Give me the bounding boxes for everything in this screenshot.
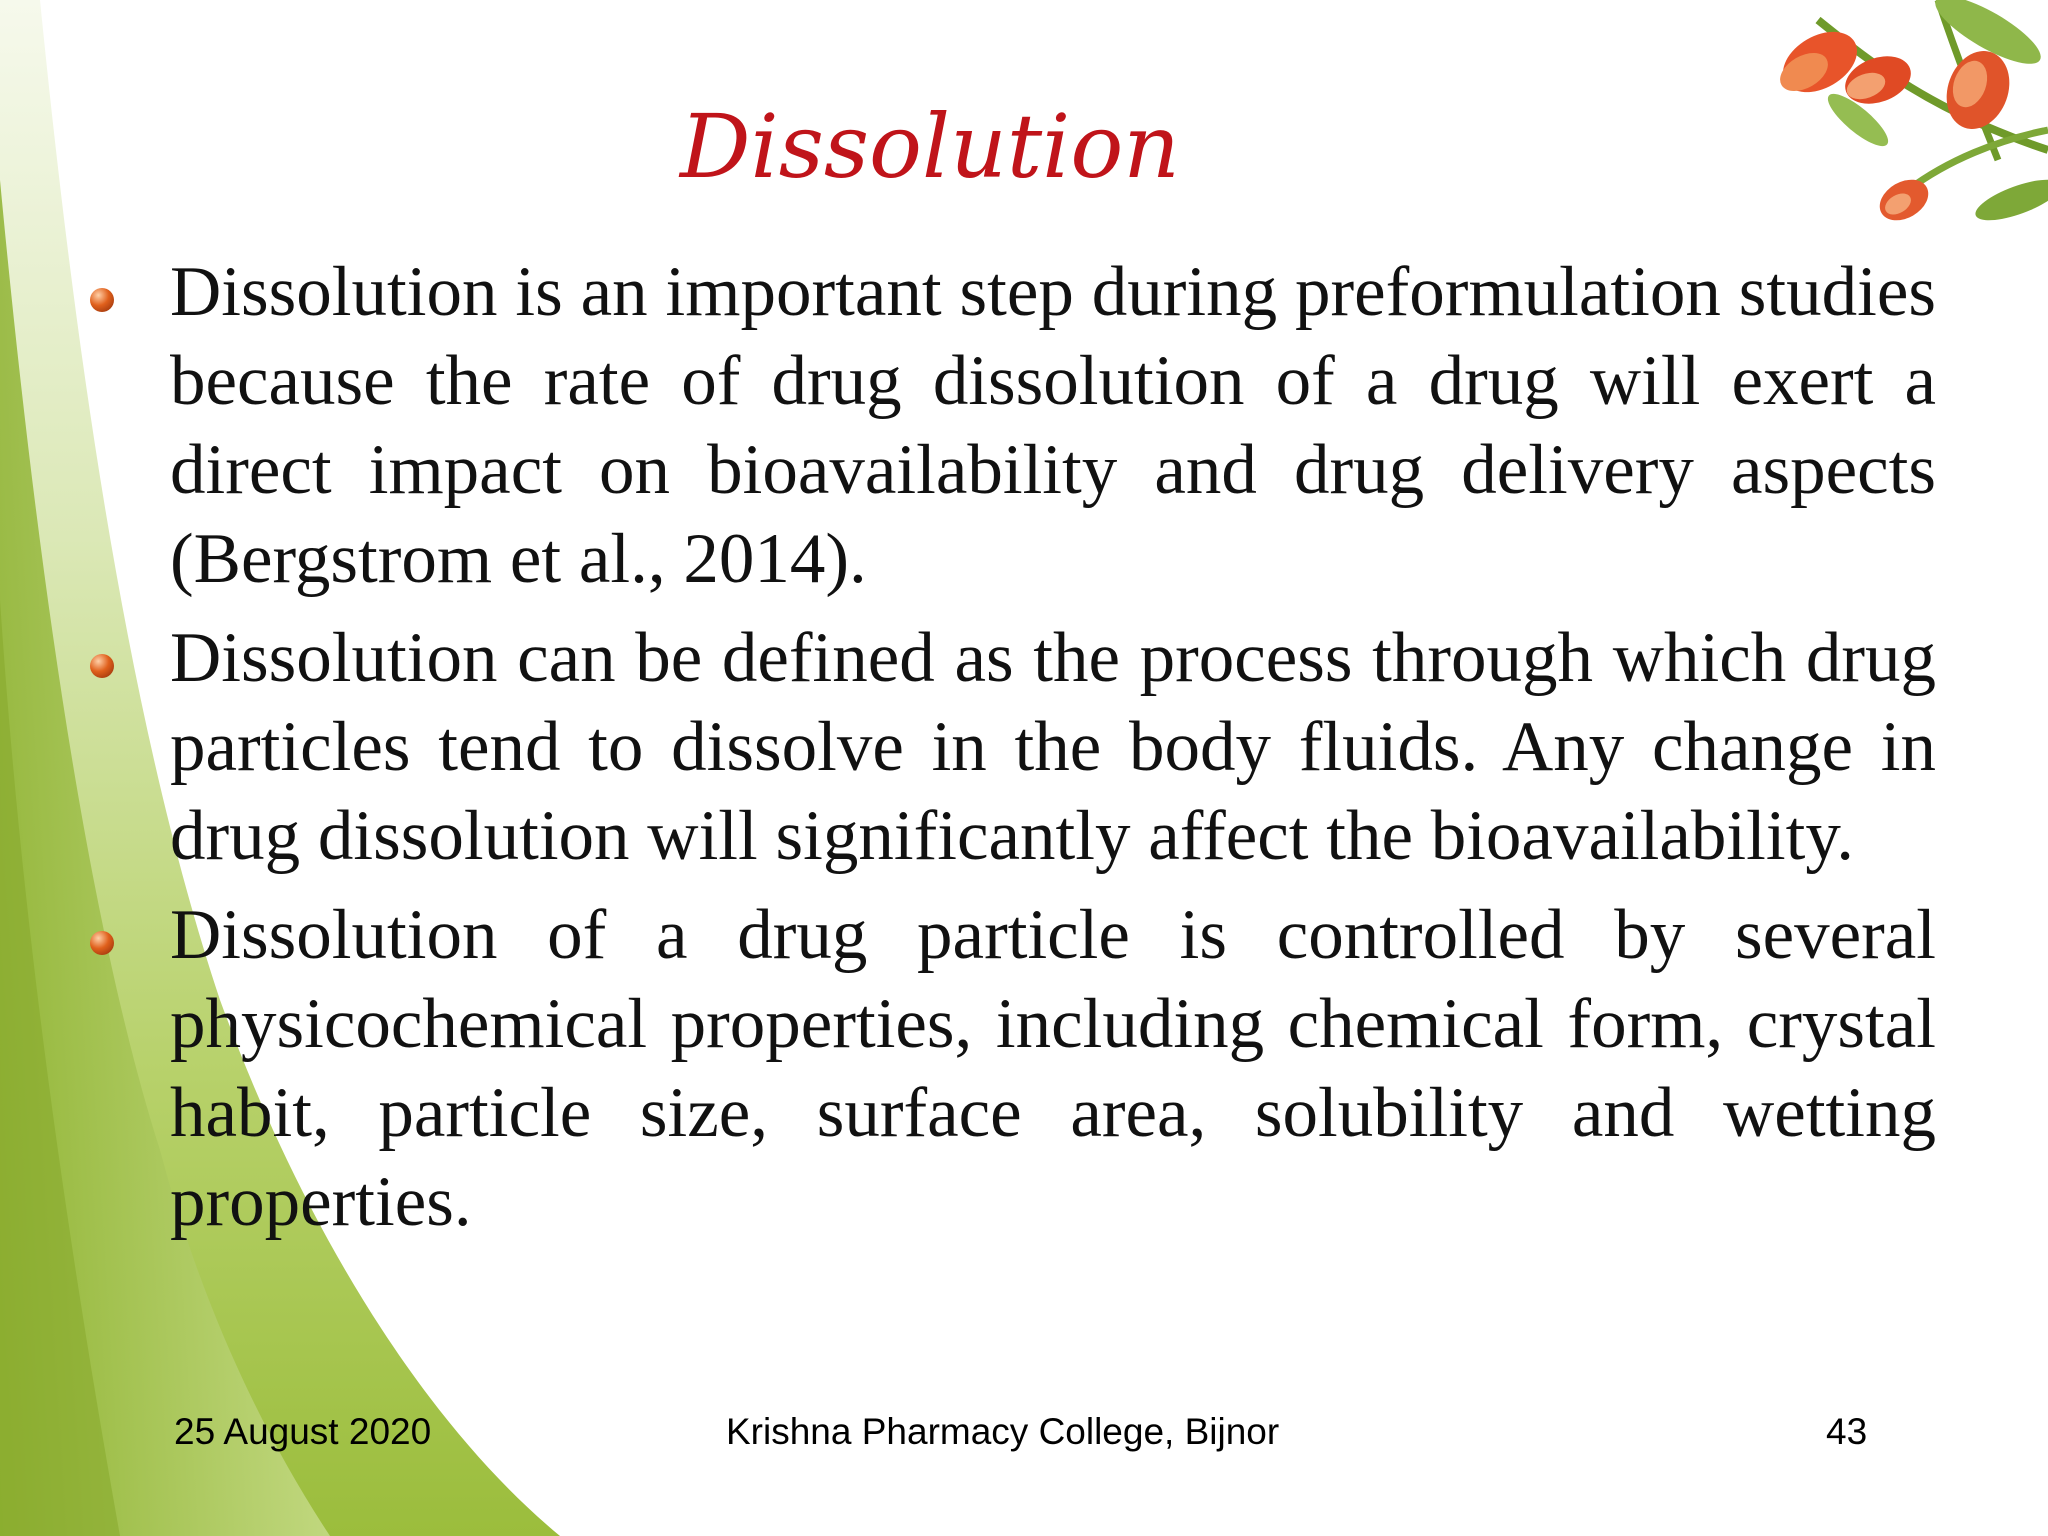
orange-sphere-bullet-icon [90, 288, 114, 312]
bullet-item [170, 248, 1936, 604]
orange-sphere-bullet-icon [90, 654, 114, 678]
bullet-item [170, 891, 1936, 1247]
bullet-text: Dissolution of a drug particle is controlled by several physicochemical properties, including chemical form, crystal habit, particle size, surface area, solubility and wetting properties. [170, 896, 1936, 1241]
bullet-text: Dissolution can be defined as the process through which drug particles tend to dissolve in the body fluids. Any change in drug dissolution will significantly affect the bioavailability. [170, 619, 1936, 875]
bullet-list [170, 248, 1936, 1257]
page-number: 43 [1826, 1411, 1868, 1452]
tulip-flowers-icon [1708, 0, 2048, 240]
orange-sphere-bullet-icon [90, 931, 114, 955]
bullet-text: Dissolution is an important step during preformulation studies because the rate of drug dissolution of a drug will exert a direct impact on bioavailability and drug delivery aspects (Bergstrom et al., 2014). [170, 253, 1936, 598]
footer-date: 25 August 2020 [174, 1411, 432, 1452]
bullet-item [170, 614, 1936, 881]
slide-title: Dissolution [680, 95, 1180, 198]
footer-organization: Krishna Pharmacy College, Bijnor [726, 1411, 1280, 1452]
